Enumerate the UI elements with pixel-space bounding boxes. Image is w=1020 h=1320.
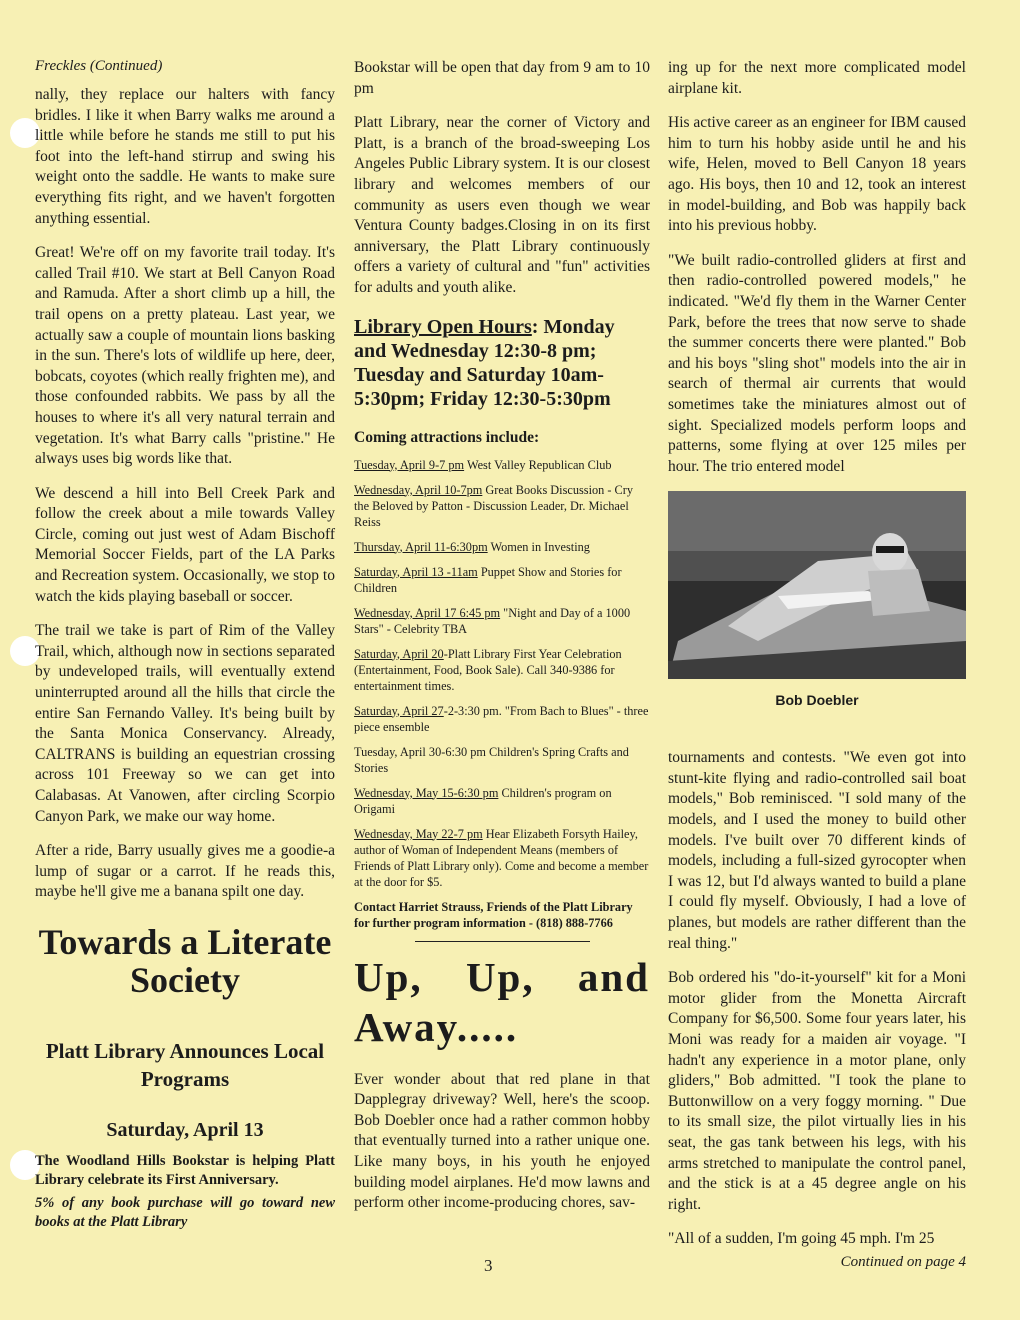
event-text: Women in Investing xyxy=(487,539,590,554)
event-text: West Valley Republican Club xyxy=(464,457,612,472)
event-item xyxy=(354,703,650,735)
event-item xyxy=(354,605,650,637)
event-date: Wednesday, April 10-7pm xyxy=(354,482,483,497)
column-left xyxy=(35,58,335,1232)
event-date: Saturday, April 20 xyxy=(354,646,444,661)
headline-word: and xyxy=(577,953,650,1000)
event-date: Saturday, April 27 xyxy=(354,703,444,718)
paragraph: Ever wonder about that red plane in that Dapplegray driveway? Well, here's the scoop. Bob Doebler once had a rather common hobby that eventually turned into a rather unique one. Like many boys, in his youth he enjoyed building model airplanes. He'd mow lawns and perform other income-producing chores, sav- xyxy=(354,1070,650,1212)
coming-attractions-heading: Coming attractions include: xyxy=(354,428,540,446)
column-middle xyxy=(354,58,650,1228)
event-text: Puppet Show and Stories for Children xyxy=(354,564,622,595)
paragraph: Great! We're off on my favorite trail today. It's called Trail #10. We start at Bell Canyon Road and Ramuda. After a short climb up a hill, the trail opens on a pretty plateau. Last year, we actually saw a couple of mountain lions basking in the sun. There's lots of wildlife up here, deer, bobcats, coyotes (which really frighten me), and those confounded rabbits. We pass by all the houses to where it's all very natural terrain and vegetation. It's what Barry calls "pristine." He always uses big words like that. xyxy=(35,244,335,468)
continued-on-link: Continued on page 4 xyxy=(840,1253,966,1270)
event-text: Hear Elizabeth Forsyth Hailey, author of Woman of Independent Means (members of Friends of Platt Library only). Come and become a member at the door for $5. xyxy=(354,826,649,889)
event-date: Thursday, April 11-6:30pm xyxy=(354,539,488,554)
article-headline: Towards a Literate Society xyxy=(38,921,332,1000)
event-text: "Night and Day of a 1000 Stars" - Celebrity TBA xyxy=(354,605,631,636)
paragraph: The trail we take is part of Rim of the Valley Trail, which, although now in sections separated by undeveloped trails, will eventually extend uninterrupted around all the hills that circle the entire San Fernando Valley. It's being built by the Santa Monica Conservancy. Already, CALTRANS is building an equestrian crossing across 101 Freeway so we can get into Calabasas. At Vanowen, after circling Scorpio Canyon Park, we make our way home. xyxy=(35,622,335,825)
paragraph: ing up for the next more complicated model airplane kit. xyxy=(668,59,966,97)
event-text: -2-3:30 pm. "From Bach to Blues" - three piece ensemble xyxy=(354,703,649,734)
event-item xyxy=(354,482,650,530)
headline-word: Up, xyxy=(354,953,423,1000)
bookstar-notice: The Woodland Hills Bookstar is helping Platt Library celebrate its First Anniversary. xyxy=(35,1152,335,1188)
article-subhead: Platt Library Announces Local Programs xyxy=(45,1038,325,1091)
page-number: 3 xyxy=(484,1256,493,1275)
event-text: Children's Spring Crafts and Stories xyxy=(354,744,629,775)
paragraph: "We built radio-controlled gliders at first and then radio-controlled powered models," he indicated. "We'd fly them in the Warner Center Park, before the trees that now serve to shade the summer concerts there were planted." Bob and his boys "sling shot" models into the air in search of thermal air currents that would sometimes take the miniatures almost out of sight. Specialized models perform loops and patterns, some flying at over 125 miles per hour. The trio entered model xyxy=(668,251,966,475)
divider xyxy=(415,941,590,942)
paragraph: tournaments and contests. "We even got into stunt-kite flying and radio-controlled sail boat models," Bob reminisced. "I sold many of the models, and I used the money to build other models. I've built over 70 different kinds of models, including a full-sized gyrocopter when I was 12, but I'd always wanted to build a plane I could fly myself. Obviously, I had a love of planes, but models are rather different than the real thing." xyxy=(668,749,966,952)
event-item xyxy=(354,826,650,890)
paragraph: nally, they replace our halters with fancy bridles. I like it when Barry walks me around a little while before he stands me still to put his foot into the left-hand stirrup and swing his weight onto the saddle. He wants to make sure everything fits right, and we haven't forgotten anything essential. xyxy=(35,86,335,227)
contact-info: Contact Harriet Strauss, Friends of the Platt Library for further program information - (818) 888-7766 xyxy=(354,899,633,930)
event-item xyxy=(354,539,650,555)
hours-text: : Monday and Wednesday 12:30-8 pm; Tuesday and Saturday 10am-5:30pm; Friday 12:30-5:30pm xyxy=(354,315,615,410)
event-item xyxy=(354,646,650,694)
event-item xyxy=(354,457,650,473)
paragraph: Bob ordered his "do-it-yourself" kit for a Moni motor glider from the Monetta Aircraft Company for $6,500. Some four years later, his Moni was ready for a maiden air voyage. "I hadn't any experience in a motor plane, only gliders," Bob admitted. "I took the plane to Buttonwillow on a very foggy morning. " Due to its small size, the pilot virtually lies in his seat, the gas tank between his legs, with his arms stretched to manipulate the control panel, and the stick is at a 45 degree angle on his right. xyxy=(668,969,966,1213)
library-hours xyxy=(354,315,650,411)
event-item xyxy=(354,785,650,817)
photo-caption: Bob Doebler xyxy=(775,692,859,709)
paragraph: His active career as an engineer for IBM caused him to turn his hobby aside until he and his wife, Helen, moved to Bell Canyon 18 years ago. His boys, then 10 and 12, took an interest in model-building, and Bob was happily back into his previous hobby. xyxy=(668,114,966,235)
event-item xyxy=(354,564,650,596)
hours-label: Library Open Hours xyxy=(354,315,532,338)
event-date: Saturday, April 13 -11am xyxy=(354,564,478,579)
event-date: Wednesday, May 15-6:30 pm xyxy=(354,785,499,800)
bob-doebler-photo xyxy=(668,491,966,679)
paragraph: "All of a sudden, I'm going 45 mph. I'm 25 xyxy=(668,1230,935,1248)
event-item xyxy=(354,744,650,776)
continued-label: Freckles (Continued) xyxy=(35,58,163,74)
event-date: Tuesday, April 9-7 pm xyxy=(354,457,465,472)
paragraph: After a ride, Barry usually gives me a goodie-a lump of sugar or a carrot. If he reads this, maybe he'll give me a banana spilt one day. xyxy=(35,842,335,901)
bookstar-discount: 5% of any book purchase will go toward new books at the Platt Library xyxy=(35,1194,335,1230)
column-right xyxy=(668,58,966,1271)
event-text: Children's program on Origami xyxy=(354,785,612,816)
paragraph: Platt Library, near the corner of Victory and Platt, is a branch of the broad-sweeping Los Angeles Public Library system. It is our closest library and welcomes members of our community as users even though we wear Ventura County badges.Closing in on its first anniversary, the Platt Library continuously offers a variety of cultural and "fun" activities for adults and youth alike. xyxy=(354,114,650,296)
article-headline xyxy=(354,952,650,1052)
paragraph: Bookstar will be open that day from 9 am to 10 pm xyxy=(354,59,650,97)
event-date: Tuesday, April 30-6:30 pm xyxy=(354,744,486,759)
event-text: Great Books Discussion - Cry the Beloved by Patton - Discussion Leader, Dr. Michael Reiss xyxy=(354,482,633,529)
paragraph: We descend a hill into Bell Creek Park and follow the creek about a mile towards Valley Circle, coming out just west of Adam Bischoff Memorial Soccer Fields, part of the LA Parks and Recreation system. Occasionally, we stop to watch the kids playing baseball or soccer. xyxy=(35,484,335,605)
event-text: -Platt Library First Year Celebration (Entertainment, Food, Book Sale). Call 340-9386 for entertainment times. xyxy=(354,646,622,693)
headline-line2: Away..... xyxy=(354,1003,519,1050)
event-date: Wednesday, May 22-7 pm xyxy=(354,826,483,841)
headline-word: Up, xyxy=(465,953,535,1000)
event-date-heading: Saturday, April 13 xyxy=(106,1118,264,1141)
event-date: Wednesday, April 17 6:45 pm xyxy=(354,605,501,620)
